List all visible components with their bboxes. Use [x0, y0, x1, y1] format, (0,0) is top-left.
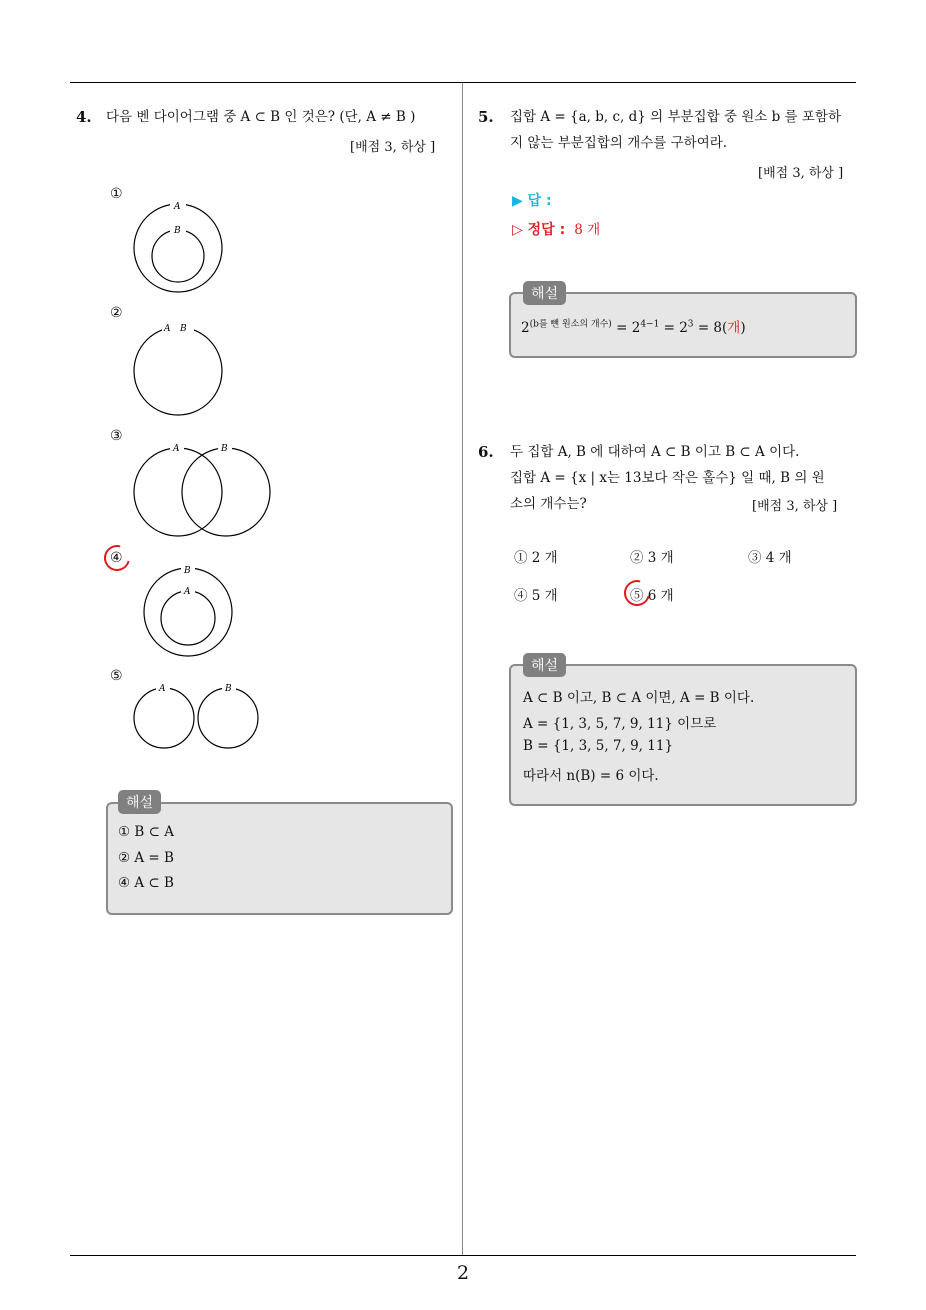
q4-solution-line-3: ④ A ⊂ B — [118, 875, 174, 891]
q5-answer-label[interactable]: ▶ 답 : — [512, 193, 552, 209]
q4-option-3-venn — [126, 436, 276, 542]
q6-text-line-2: 집합 A = {x | x는 13보다 작은 홀수} 일 때, B 의 원 — [510, 470, 825, 486]
q4-option-5-b-label: B — [225, 684, 232, 694]
q6-choice-2[interactable]: ② 3 개 — [630, 550, 674, 566]
column-divider — [462, 83, 463, 1255]
q6-choice-4[interactable]: ④ 5 개 — [514, 588, 558, 604]
q5-correct-row — [512, 218, 600, 239]
q4-option-4-inner-label: A — [184, 587, 191, 597]
q4-solution-line-1: ① B ⊂ A — [118, 824, 174, 840]
q4-option-2-label[interactable]: ② — [110, 305, 123, 321]
q5-meta: [배점 3, 하상 ] — [758, 166, 844, 181]
q4-option-2-venn — [126, 316, 236, 420]
q4-solution-tag: 해설 — [118, 790, 161, 814]
q6-choice-1[interactable]: ① 2 개 — [514, 550, 558, 566]
q4-selected-mark — [99, 540, 135, 576]
q4-text: 다음 벤 다이어그램 중 A ⊂ B 인 것은? (단, A ≠ B ) — [106, 109, 416, 125]
q4-option-1-inner-label: B — [174, 226, 181, 236]
q5-correct-value: 8 개 — [574, 222, 601, 238]
q4-option-4-label[interactable]: ④ — [110, 550, 123, 566]
q5-number: 5. — [478, 108, 494, 126]
q4-option-4-venn — [136, 562, 242, 662]
q6-text-line-3: 소의 개수는? — [510, 496, 587, 512]
q6-solution-line-1: A ⊂ B 이고, B ⊂ A 이면, A = B 이다. — [523, 690, 755, 706]
header-rule — [70, 82, 856, 83]
q6-solution-line-3: B = {1, 3, 5, 7, 9, 11} — [523, 738, 674, 754]
q4-option-3-a-label: A — [173, 444, 180, 454]
q4-option-3-label[interactable]: ③ — [110, 428, 123, 444]
q5-correct-label: ▷ 정답 : — [512, 222, 566, 238]
q4-option-5-venn — [126, 678, 266, 754]
q6-choice-3[interactable]: ③ 4 개 — [748, 550, 792, 566]
q6-solution-line-4: 따라서 n(B) = 6 이다. — [523, 768, 659, 784]
q4-option-1-venn — [126, 196, 236, 300]
q5-text-line-1: 집합 A = {a, b, c, d} 의 부분집합 중 원소 b 를 포함하 — [510, 109, 842, 125]
q4-option-2-a-label: A — [164, 324, 171, 334]
q6-selected-mark — [619, 575, 655, 611]
q6-solution-line-2: A = {1, 3, 5, 7, 9, 11} 이므로 — [523, 716, 717, 732]
q4-meta: [배점 3, 하상 ] — [350, 140, 436, 155]
q4-option-5-label[interactable]: ⑤ — [110, 668, 123, 684]
q6-text-line-1: 두 집합 A, B 에 대하여 A ⊂ B 이고 B ⊂ A 이다. — [510, 444, 800, 460]
q6-solution-tag: 해설 — [523, 653, 566, 677]
q6-choice-5[interactable]: ⑤ 6 개 — [630, 588, 674, 604]
q4-option-2-b-label: B — [180, 324, 187, 334]
q4-option-5-a-label: A — [159, 684, 166, 694]
page-number: 2 — [456, 1262, 470, 1284]
q4-option-1-outer-label: A — [174, 202, 181, 212]
q5-solution-tag: 해설 — [523, 281, 566, 305]
q4-number: 4. — [76, 108, 92, 126]
q5-solution-line: $2^{(b를 뺀 원소의 개수)} = 2^{4-1} = 2^3 = 8$(개) — [521, 319, 746, 336]
footer-rule — [70, 1255, 856, 1256]
q4-solution-line-2: ② A = B — [118, 850, 174, 866]
q4-option-3-b-label: B — [221, 444, 228, 454]
q6-meta: [배점 3, 하상 ] — [752, 499, 838, 514]
q6-number: 6. — [478, 443, 494, 461]
q4-option-4-outer-label: B — [184, 566, 191, 576]
q5-text-line-2: 지 않는 부분집합의 개수를 구하여라. — [510, 135, 728, 151]
q4-option-1-label[interactable]: ① — [110, 186, 123, 202]
